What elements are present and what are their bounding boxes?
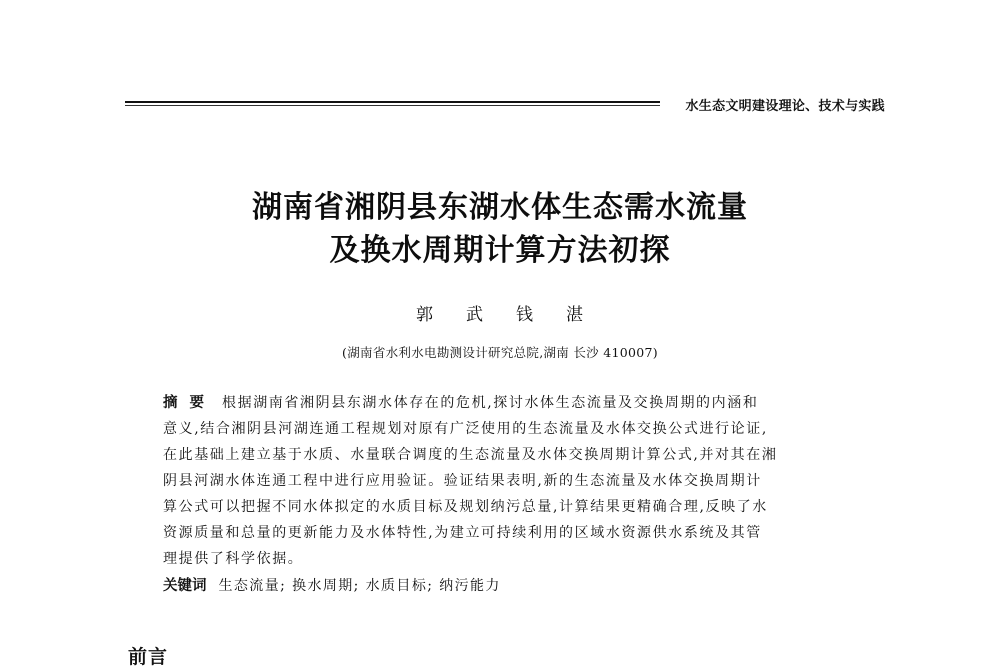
section-heading: 前言 xyxy=(128,646,169,668)
author-char: 武 xyxy=(466,305,484,325)
authors xyxy=(0,300,1000,325)
abstract-line: 理提供了科学依据。 xyxy=(163,551,304,567)
abstract-line: 算公式可以把握不同水体拟定的水质目标及规划纳污总量,计算结果更精确合理,反映了水 xyxy=(163,499,768,515)
author-char: 郭 xyxy=(416,305,434,325)
running-header xyxy=(125,93,890,113)
header-rule-thin xyxy=(125,105,660,106)
paper-title-line-2: 及换水周期计算方法初探 xyxy=(329,233,671,268)
keywords-label: 关键词 xyxy=(163,578,207,594)
abstract-line: 在此基础上建立基于水质、水量联合调度的生态流量及水体交换周期计算公式,并对其在湘 xyxy=(163,447,778,463)
abstract-line: 阴县河湖水体连通工程中进行应用验证。验证结果表明,新的生态流量及水体交换周期计 xyxy=(163,473,762,489)
paper-title-line-1: 湖南省湘阴县东湖水体生态需水流量 xyxy=(252,190,748,225)
header-rule-thick xyxy=(125,101,660,103)
keywords-text: 生态流量; 换水周期; 水质目标; 纳污能力 xyxy=(218,578,501,594)
abstract-text: 根据湖南省湘阴县东湖水体存在的危机,探讨水体生态流量及交换周期的内涵和 xyxy=(222,395,759,411)
abstract xyxy=(163,390,853,572)
abstract-label: 摘要 xyxy=(163,395,216,411)
abstract-line: 意义,结合湘阴县河湖连通工程规划对原有广泛使用的生态流量及水体交换公式进行论证, xyxy=(163,421,768,437)
abstract-line: 资源质量和总量的更新能力及水体特性,为建立可持续利用的区域水资源供水系统及其管 xyxy=(163,525,762,541)
running-header-title: 水生态文明建设理论、技术与实践 xyxy=(685,99,885,114)
abstract-line xyxy=(163,390,853,416)
affiliation: (湖南省水利水电勘测设计研究总院,湖南 长沙 410007) xyxy=(342,345,658,360)
author-char: 钱 xyxy=(516,305,534,325)
keywords xyxy=(163,573,501,599)
author-char: 湛 xyxy=(566,305,584,325)
